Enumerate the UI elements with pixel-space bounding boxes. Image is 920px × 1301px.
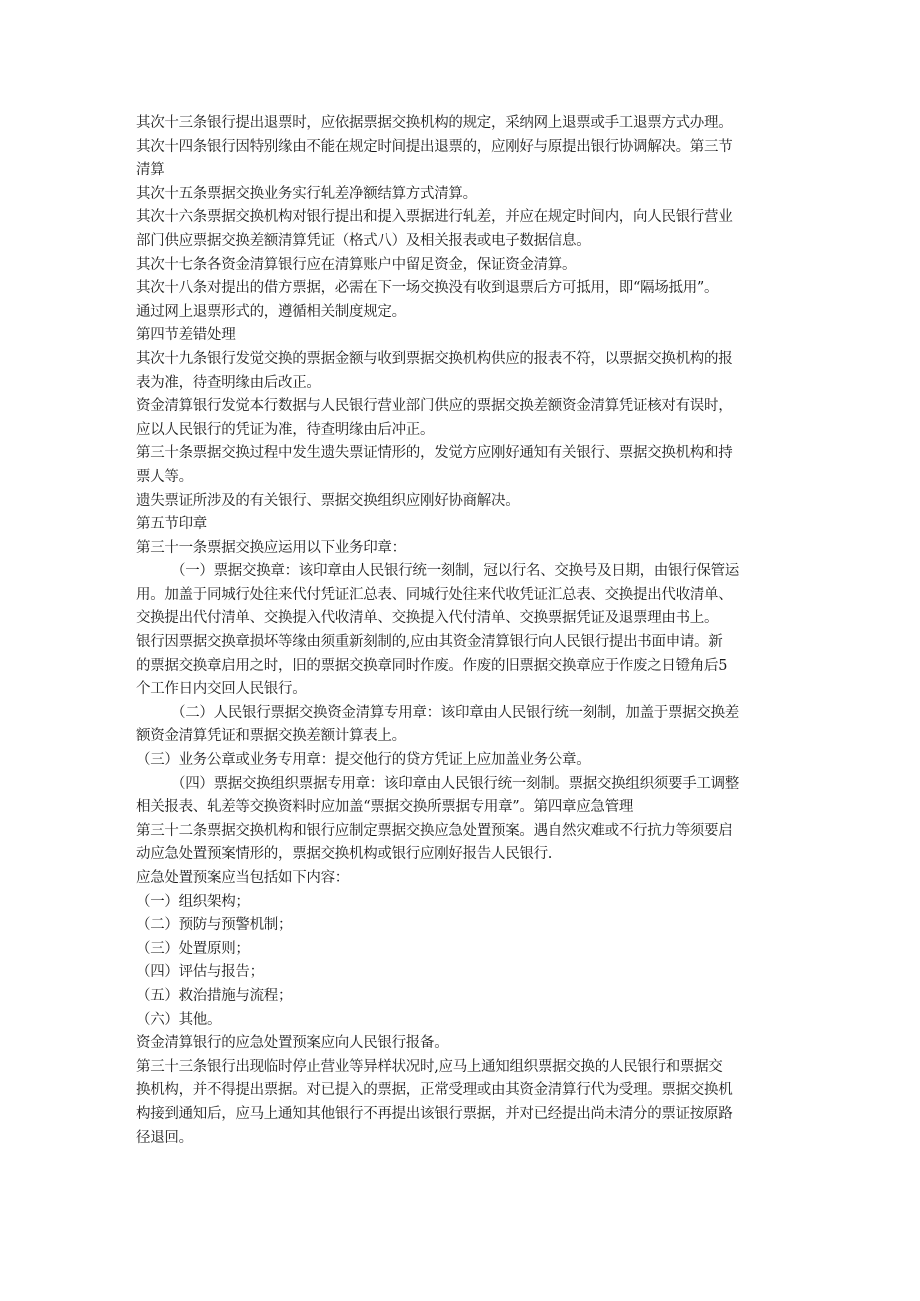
text-line: 径退回。 [136, 1129, 193, 1146]
text-line: 换机构，并不得提出票据。对已提入的票据，正常受理或由其资金清算行代为受理。票据交换机 [136, 1082, 733, 1099]
text-line: 部门供应票据交换差额清算凭证（格式八）及相关报表或电子数据信息。 [136, 232, 591, 249]
text-line: （三）处置原则； [136, 940, 250, 957]
text-line: 其次十八条对提出的借方票据，必需在下一场交换没有收到退票后方可抵用，即“隔场抵用”。 [136, 280, 719, 297]
text-line: （六）其他。 [136, 1011, 222, 1028]
text-line: 的票据交换章启用之时，旧的票据交换章同时作废。作废的旧票据交换章应于作废之日镫角后5 [136, 657, 728, 674]
text-line: 清算 [136, 162, 165, 179]
text-line: 第五节印章 [136, 516, 207, 533]
text-line: 交换提出代付清单、交换提入代收清单、交换提入代付清单、交换票据凭证及退票理由书上。 [136, 610, 719, 627]
text-line: 第四节差错处理 [136, 327, 236, 344]
text-line: 第三十条票据交换过程中发生遗失票证情形的，发觉方应刚好通知有关银行、票据交换机构和持 [136, 445, 733, 462]
text-line: 票人等。 [136, 468, 193, 485]
text-line: （二）人民银行票据交换资金清算专用章：该印章由人民银行统一刻制，加盖于票据交换差 [171, 704, 739, 721]
text-line: 构接到通知后，应马上通知其他银行不再提出该银行票据，并对已经提出尚未清分的票证按原路 [136, 1105, 733, 1122]
text-line: 第三十一条票据交换应运用以下业务印章： [136, 539, 406, 556]
text-line: （一）票据交换章：该印章由人民银行统一刻制，冠以行名、交换号及日期，由银行保管运 [171, 563, 739, 580]
text-line: 用。加盖于同城行处往来代付凭证汇总表、同城行处往来代收凭证汇总表、交换提出代收清单、 [136, 586, 733, 603]
document-body [136, 112, 788, 1150]
text-line: 表为准，待查明缘由后改正。 [136, 374, 321, 391]
text-line: 额资金清算凭证和票据交换差额计算表上。 [136, 728, 406, 745]
text-line: 相关报表、轧差等交换资料时应加盖“票据交换所票据专用章”。第四章应急管理 [136, 799, 634, 816]
text-line: （二）预防与预警机制； [136, 917, 293, 934]
text-line: 其次十三条银行提出退票时，应依据票据交换机构的规定，采纳网上退票或手工退票方式办理。 [136, 115, 733, 131]
text-line: 资金清算银行发觉本行数据与人民银行营业部门供应的票据交换差额资金清算凭证核对有误时， [136, 398, 733, 415]
text-line: 第三十二条票据交换机构和银行应制定票据交换应急处置预案。遇自然灾难或不行抗力等须要启 [136, 822, 733, 839]
text-line: 其次十五条票据交换业务实行轧差净额结算方式清算。 [136, 185, 477, 202]
text-line: （三）业务公章或业务专用章：提交他行的贷方凭证上应加盖业务公章。 [136, 752, 591, 769]
text-line: 资金清算银行的应急处置预案应向人民银行报备。 [136, 1035, 449, 1052]
text-line: 其次十六条票据交换机构对银行提出和提入票据进行轧差，并应在规定时间内，向人民银行营业 [136, 209, 733, 226]
text-line: （一）组织架构； [136, 893, 250, 910]
text-line: 个工作日内交回人民银行。 [136, 681, 307, 698]
text-line: 遗失票证所涉及的有关银行、票据交换组织应刚好协商解决。 [136, 492, 520, 509]
text-line: 第三十三条银行出现临时停止营业等异样状况时,应马上通知组织票据交换的人民银行和票据交 [136, 1058, 723, 1075]
text-line: （四）评估与报告； [136, 964, 264, 981]
text-line: 其次十七条各资金清算银行应在清算账户中留足资金，保证资金清算。 [136, 256, 577, 273]
text-line: 应以人民银行的凭证为准，待查明缘由后冲正。 [136, 421, 435, 438]
text-line: 动应急处置预案情形的，票据交换机构或银行应刚好报告人民银行. [136, 846, 553, 863]
text-line: （四）票据交换组织票据专用章：该印章由人民银行统一刻制。票据交换组织须要手工调整 [171, 775, 739, 792]
text-line: 银行因票据交换章损坏等缘由须重新刻制的,应由其资金清算银行向人民银行提出书面申请。新 [136, 634, 723, 651]
text-line: 应急处置预案应当包括如下内容： [136, 870, 349, 886]
text-line: 其次十四条银行因特别缘由不能在规定时间提出退票的，应刚好与原提出银行协调解决。第三节 [136, 138, 733, 155]
text-line: 其次十九条银行发觉交换的票据金额与收到票据交换机构供应的报表不符，以票据交换机构的报 [136, 350, 733, 367]
text-line: （五）救治措施与流程； [136, 987, 293, 1004]
text-line: 通过网上退票形式的，遵循相关制度规定。 [136, 303, 406, 320]
